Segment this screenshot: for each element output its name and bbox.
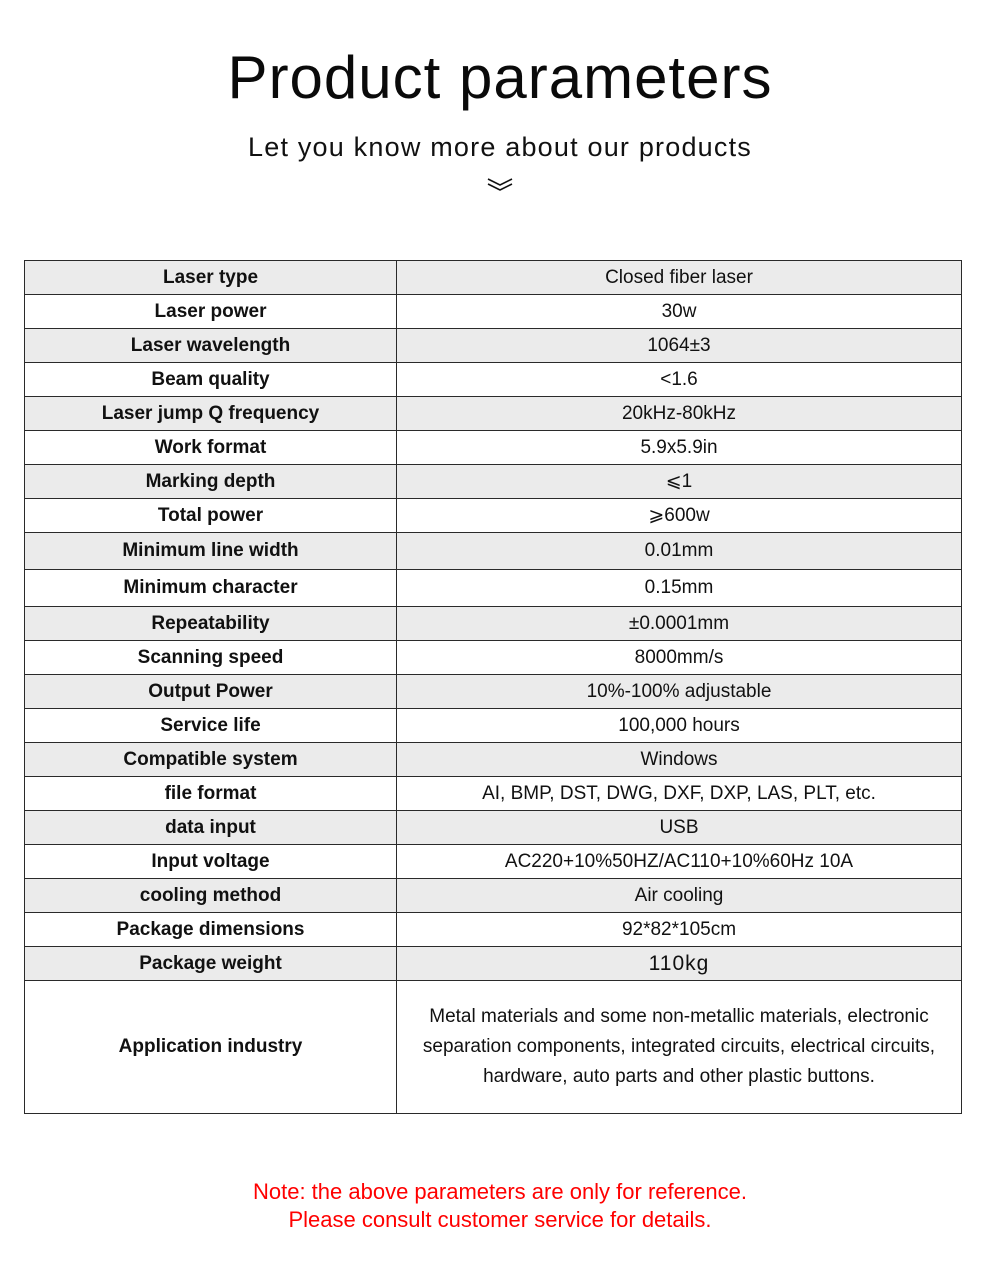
table-row <box>25 533 962 570</box>
table-row <box>25 709 962 743</box>
table-row <box>25 641 962 675</box>
param-value: 110kg <box>397 947 962 981</box>
param-label: Package dimensions <box>25 913 397 947</box>
table-row <box>25 981 962 1114</box>
param-label: Compatible system <box>25 743 397 777</box>
table-row <box>25 743 962 777</box>
param-value: 30w <box>397 295 962 329</box>
param-value: USB <box>397 811 962 845</box>
table-row <box>25 913 962 947</box>
param-value: AC220+10%50HZ/AC110+10%60Hz 10A <box>397 845 962 879</box>
param-value: AI, BMP, DST, DWG, DXF, DXP, LAS, PLT, etc. <box>397 777 962 811</box>
param-label: Input voltage <box>25 845 397 879</box>
param-label: Service life <box>25 709 397 743</box>
note-line-2: Please consult customer service for details. <box>288 1207 712 1232</box>
param-label: Minimum line width <box>25 533 397 570</box>
param-value: 10%-100% adjustable <box>397 675 962 709</box>
param-label: Application industry <box>25 981 397 1114</box>
page-subtitle: Let you know more about our products <box>248 132 752 162</box>
param-label: Laser jump Q frequency <box>25 397 397 431</box>
param-value: 20kHz-80kHz <box>397 397 962 431</box>
param-label: file format <box>25 777 397 811</box>
param-label: data input <box>25 811 397 845</box>
param-value: Metal materials and some non-metallic materials, electronic separation components, integrated circuits, electrical circuits, hardware, auto parts and other plastic buttons. <box>397 981 962 1114</box>
table-row <box>25 845 962 879</box>
page-title: Product parameters <box>227 44 773 111</box>
table-row <box>25 879 962 913</box>
param-value: Windows <box>397 743 962 777</box>
table-row <box>25 465 962 499</box>
param-value: 92*82*105cm <box>397 913 962 947</box>
param-value: 100,000 hours <box>397 709 962 743</box>
param-value: 0.15mm <box>397 570 962 607</box>
param-label: cooling method <box>25 879 397 913</box>
param-value: <1.6 <box>397 363 962 397</box>
double-chevron-down-icon <box>486 176 514 194</box>
param-value: 5.9x5.9in <box>397 431 962 465</box>
param-label: Repeatability <box>25 607 397 641</box>
param-label: Marking depth <box>25 465 397 499</box>
param-value: ⩾600w <box>397 499 962 533</box>
param-label: Minimum character <box>25 570 397 607</box>
table-row <box>25 777 962 811</box>
param-value: 0.01mm <box>397 533 962 570</box>
param-label: Laser type <box>25 261 397 295</box>
param-value: 8000mm/s <box>397 641 962 675</box>
disclaimer-note <box>0 1178 1000 1234</box>
table-row <box>25 947 962 981</box>
table-row <box>25 363 962 397</box>
param-label: Total power <box>25 499 397 533</box>
param-label: Scanning speed <box>25 641 397 675</box>
param-label: Package weight <box>25 947 397 981</box>
table-row <box>25 499 962 533</box>
table-row <box>25 811 962 845</box>
param-value: Air cooling <box>397 879 962 913</box>
param-value: ±0.0001mm <box>397 607 962 641</box>
table-row <box>25 397 962 431</box>
param-label: Laser power <box>25 295 397 329</box>
table-row <box>25 675 962 709</box>
note-line-1: Note: the above parameters are only for reference. <box>252 1179 748 1204</box>
param-label: Beam quality <box>25 363 397 397</box>
table-row <box>25 261 962 295</box>
param-value: ⩽1 <box>397 465 962 499</box>
table-row <box>25 607 962 641</box>
table-row <box>25 329 962 363</box>
param-label: Output Power <box>25 675 397 709</box>
param-label: Work format <box>25 431 397 465</box>
param-value: Closed fiber laser <box>397 261 962 295</box>
table-row <box>25 295 962 329</box>
parameters-table <box>24 260 962 1114</box>
param-label: Laser wavelength <box>25 329 397 363</box>
table-row <box>25 570 962 607</box>
table-row <box>25 431 962 465</box>
param-value: 1064±3 <box>397 329 962 363</box>
